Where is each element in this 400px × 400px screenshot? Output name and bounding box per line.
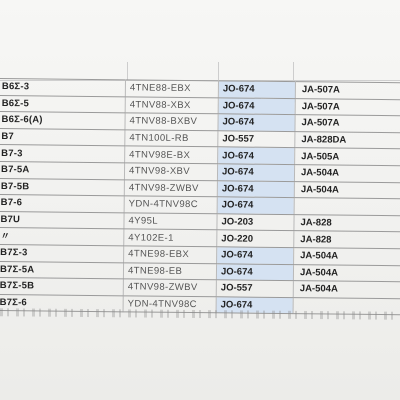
reference-cell: JA-504A xyxy=(294,165,400,183)
filter-code-cell: JO-220 xyxy=(217,230,294,247)
reference-cell: JA-507A xyxy=(295,82,400,100)
model-cell: B7Σ-6 xyxy=(0,294,123,312)
reference-cell: JA-507A xyxy=(295,98,400,116)
reference-cell: JA-828DA xyxy=(295,131,400,149)
reference-cell: JA-828 xyxy=(294,231,400,249)
column-divider xyxy=(218,62,219,80)
filter-code-cell: JO-674 xyxy=(218,97,295,114)
reference-cell: JA-504A xyxy=(294,181,400,199)
parts-table-body xyxy=(0,78,400,315)
reference-cell: JA-504A xyxy=(293,281,400,299)
filter-code-cell: JO-674 xyxy=(216,263,293,280)
model-cell: B6Σ-6(A) xyxy=(0,112,125,130)
model-cell: B7Σ-3 xyxy=(0,244,124,262)
model-cell: B7-5B xyxy=(0,178,124,196)
model-cell: B7-5A xyxy=(0,161,125,179)
model-cell: B7U xyxy=(0,211,124,229)
model-cell: B6Σ-5 xyxy=(0,95,125,113)
model-cell: B7-3 xyxy=(0,145,125,163)
reference-cell xyxy=(294,198,400,216)
engine-cell: YDN-4TNV98C xyxy=(124,196,217,214)
reference-cell: JA-507A xyxy=(295,115,400,133)
engine-cell: 4TNE88-EBX xyxy=(125,80,218,98)
engine-cell: 4TNV88-BXBV xyxy=(125,113,218,131)
filter-code-cell: JO-674 xyxy=(217,180,294,197)
model-cell: B7Σ-5B xyxy=(0,278,123,296)
filter-code-cell: JO-674 xyxy=(218,81,295,98)
reference-cell: JA-505A xyxy=(295,148,400,166)
filter-code-cell: JO-674 xyxy=(217,247,294,264)
reference-cell: JA-828 xyxy=(294,214,400,232)
model-cell: B7-6 xyxy=(0,195,124,213)
engine-cell: 4TNE98-EBX xyxy=(124,246,217,264)
engine-cell: 4TNV98-XBV xyxy=(124,163,217,181)
engine-cell: 4TNV88-XBX xyxy=(125,96,218,114)
engine-cell: YDN-4TNV98C xyxy=(123,296,216,314)
engine-cell: 4Y102E-1 xyxy=(124,229,217,247)
column-divider xyxy=(127,62,128,80)
engine-cell: 4TNE98-EB xyxy=(123,262,216,280)
filter-code-cell: JO-674 xyxy=(217,164,294,181)
filter-code-cell: JO-674 xyxy=(216,297,293,314)
filter-code-cell: JO-203 xyxy=(217,214,294,231)
column-divider xyxy=(293,62,294,80)
parts-table xyxy=(0,78,400,310)
reference-cell: JA-504A xyxy=(293,264,400,282)
filter-code-cell: JO-557 xyxy=(216,280,293,297)
filter-code-cell: JO-674 xyxy=(218,114,295,131)
engine-cell: 4Y95L xyxy=(124,213,217,231)
reference-cell: JA-504A xyxy=(294,248,400,266)
engine-cell: 4TNV98E-BX xyxy=(125,146,218,164)
previous-row-edge xyxy=(0,58,400,81)
model-cell: B7 xyxy=(0,128,125,146)
engine-cell: 4TNV98-ZWBV xyxy=(123,279,216,297)
engine-cell: 4TNV98-ZWBV xyxy=(124,179,217,197)
model-cell: B6Σ-3 xyxy=(0,78,125,96)
model-cell: 〃 xyxy=(0,228,124,246)
engine-cell: 4TN100L-RB xyxy=(125,130,218,148)
filter-code-cell: JO-674 xyxy=(218,147,295,164)
model-cell: B7Σ-5A xyxy=(0,261,124,279)
filter-code-cell: JO-557 xyxy=(218,131,295,148)
filter-code-cell: JO-674 xyxy=(217,197,294,214)
